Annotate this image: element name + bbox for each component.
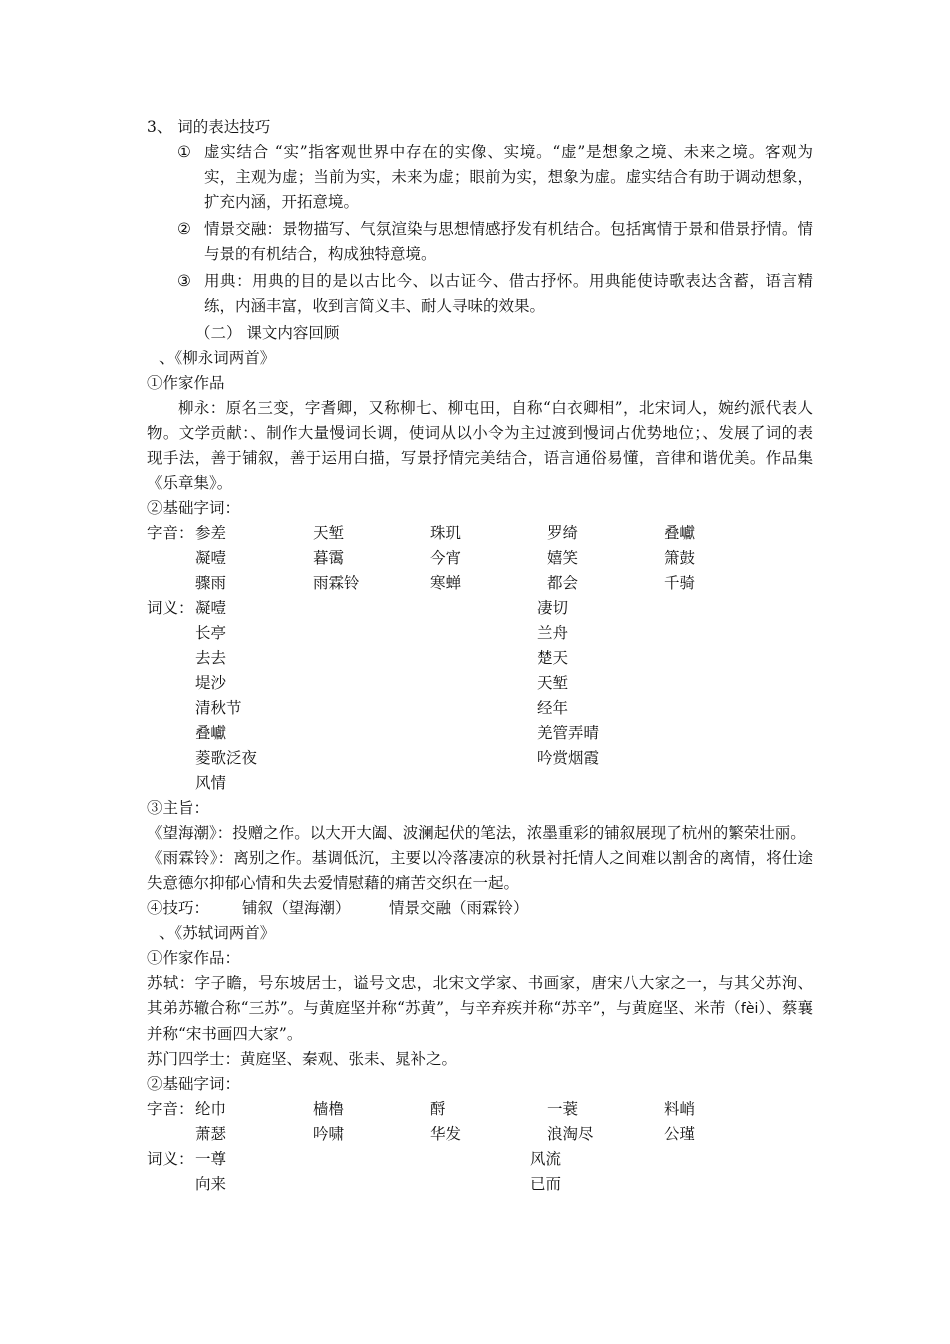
section-heading: 3、 词的表达技巧 <box>147 118 271 136</box>
sub-heading: （二） 课文内容回顾 <box>195 324 340 342</box>
pronunciation-row <box>147 1097 813 1122</box>
meaning-label: 词义： <box>147 1150 194 1168</box>
pronunciation-word: 纶巾 <box>195 1100 227 1118</box>
meaning-word: 羌管弄晴 <box>537 724 600 742</box>
meaning-row <box>147 721 813 746</box>
skill-label: ④技巧： <box>147 899 210 917</box>
document-body <box>147 115 813 1197</box>
meaning-word: 吟赏烟霞 <box>537 749 600 767</box>
item-number: ② <box>177 220 191 238</box>
meaning-row <box>147 771 813 796</box>
pronunciation-word: 暮霭 <box>313 549 345 567</box>
skill-item: 情景交融（雨霖铃） <box>389 899 529 917</box>
meaning-word: 向来 <box>195 1175 227 1193</box>
pronunciation-word: 酹 <box>430 1100 446 1118</box>
theme-text: 《雨霖铃》：离别之作。基调低沉，主要以冷落凄凉的秋景衬托情人之间难以割舍的离情，将仕途失意德尔抑郁心情和失去爱情慰藉的痛苦交织在一起。 <box>147 849 813 892</box>
pronunciation-word: 参差 <box>195 524 227 542</box>
skill-row <box>147 896 813 921</box>
pronunciation-word: 一蓑 <box>547 1100 579 1118</box>
pronunciation-word: 雨霖铃 <box>313 574 360 592</box>
list-item <box>147 217 813 267</box>
pronunciation-word: 叠巘 <box>664 524 696 542</box>
pronunciation-row <box>147 521 813 546</box>
pronunciation-word: 华发 <box>430 1125 462 1143</box>
meaning-word: 清秋节 <box>195 699 242 717</box>
pronunciation-word: 珠玑 <box>430 524 462 542</box>
item-number: ① <box>177 143 191 161</box>
meaning-word: 去去 <box>195 649 227 667</box>
pronunciation-word: 料峭 <box>664 1100 696 1118</box>
pronunciation-word: 都会 <box>547 574 579 592</box>
author-text-part: 苏轼：字子瞻，号东坡居士，谥号文忠，北宋文学家、书画家，唐宋八大家之一，与其父苏洵、其弟苏辙合称“三苏”。与黄庭坚并称“苏黄”，与辛弃疾并称“苏辛”，与黄庭坚、米芾（ <box>147 974 813 1017</box>
meaning-row <box>147 596 813 621</box>
theme-label: ③主旨： <box>147 799 210 817</box>
meaning-word: 已而 <box>530 1175 562 1193</box>
pronunciation-word: 公瑾 <box>664 1125 696 1143</box>
meaning-label: 词义： <box>147 599 194 617</box>
item-text: 情景交融：景物描写、气氛渲染与思想情感抒发有机结合。包括寓情于景和借景抒情。情与景的有机结合，构成独特意境。 <box>204 220 813 263</box>
liuyong-words-label: ②基础字词： <box>147 499 241 517</box>
meaning-word: 经年 <box>537 699 569 717</box>
liuyong-title: 、《柳永词两首》 <box>159 349 276 367</box>
meaning-row <box>147 1172 813 1197</box>
item-text: 虚实结合 “实”指客观世界中存在的实像、实境。“虚”是想象之境、未来之境。客观为实，主观为虚；当前为实，未来为虚；眼前为实，想象为虚。虚实结合有助于调动想象，扩充内涵，开拓意境。 <box>204 143 813 211</box>
meaning-word: 天堑 <box>537 674 569 692</box>
meaning-word: 长亭 <box>195 624 227 642</box>
meaning-word: 菱歌泛夜 <box>195 749 258 767</box>
pronunciation-row <box>147 1122 813 1147</box>
pronunciation-label: 字音： <box>147 524 194 542</box>
pronunciation-word: 樯橹 <box>313 1100 345 1118</box>
meaning-word: 兰舟 <box>537 624 569 642</box>
theme-text: 《望海潮》：投赠之作。以大开大阖、波澜起伏的笔法，浓墨重彩的铺叙展现了杭州的繁荣壮丽。 <box>147 824 806 842</box>
author-text-part: ）、蔡襄并称“宋书画四大家”。 <box>147 999 813 1043</box>
meaning-row <box>147 1147 813 1172</box>
item-text: 用典：用典的目的是以古比今、以古证今、借古抒怀。用典能使诗歌表达含蓄，语言精练，内涵丰富，收到言简义丰、耐人寻味的效果。 <box>204 272 813 315</box>
meaning-row <box>147 671 813 696</box>
pronunciation-word: 今宵 <box>430 549 462 567</box>
pronunciation-word: 浪淘尽 <box>547 1125 594 1143</box>
list-item <box>147 140 813 215</box>
sushi-author-label: ①作家作品： <box>147 949 241 967</box>
pronunciation-word: 千骑 <box>664 574 696 592</box>
meaning-row <box>147 621 813 646</box>
meaning-word: 风流 <box>530 1150 562 1168</box>
sushi-words-label: ②基础字词： <box>147 1075 241 1093</box>
pronunciation-label: 字音： <box>147 1100 194 1118</box>
pronunciation-word: 骤雨 <box>195 574 227 592</box>
meaning-word: 楚天 <box>537 649 569 667</box>
meaning-row <box>147 746 813 771</box>
meaning-word: 叠巘 <box>195 724 227 742</box>
meaning-row <box>147 696 813 721</box>
pronunciation-word: 天堑 <box>313 524 345 542</box>
pronunciation-word: 萧瑟 <box>195 1125 227 1143</box>
pronunciation-row <box>147 571 813 596</box>
liuyong-author-text: 柳永：原名三变，字耆卿，又称柳七、柳屯田，自称“白衣卿相”，北宋词人，婉约派代表人物。文学贡献：、制作大量慢词长调，使词从以小令为主过渡到慢词占优势地位；、发展了词的表现手法，善于铺叙，善于运用白描，写景抒情完美结合，语言通俗易懂，音律和谐优美。作品集《乐章集》。 <box>147 399 813 492</box>
meaning-word: 凄切 <box>537 599 569 617</box>
sushi-disciples: 苏门四学士：黄庭坚、秦观、张耒、晁补之。 <box>147 1050 458 1068</box>
sushi-author-text <box>147 971 813 1047</box>
list-item <box>147 269 813 319</box>
meaning-word: 一尊 <box>195 1150 227 1168</box>
pronunciation-row <box>147 546 813 571</box>
meaning-word: 堤沙 <box>195 674 227 692</box>
meaning-word: 风情 <box>195 774 227 792</box>
skill-item: 铺叙（望海潮） <box>242 899 351 917</box>
pronunciation-word: 罗绮 <box>547 524 579 542</box>
pronunciation-word: 箫鼓 <box>664 549 696 567</box>
sushi-title: 、《苏轼词两首》 <box>159 924 276 942</box>
pinyin-annotation: fèi <box>740 1001 759 1017</box>
meaning-word: 凝噎 <box>195 599 227 617</box>
liuyong-author-label: ①作家作品 <box>147 374 225 392</box>
pronunciation-word: 凝噎 <box>195 549 227 567</box>
item-number: ③ <box>177 272 191 290</box>
pronunciation-word: 嬉笑 <box>547 549 579 567</box>
meaning-row <box>147 646 813 671</box>
pronunciation-word: 寒蝉 <box>430 574 462 592</box>
pronunciation-word: 吟啸 <box>313 1125 345 1143</box>
